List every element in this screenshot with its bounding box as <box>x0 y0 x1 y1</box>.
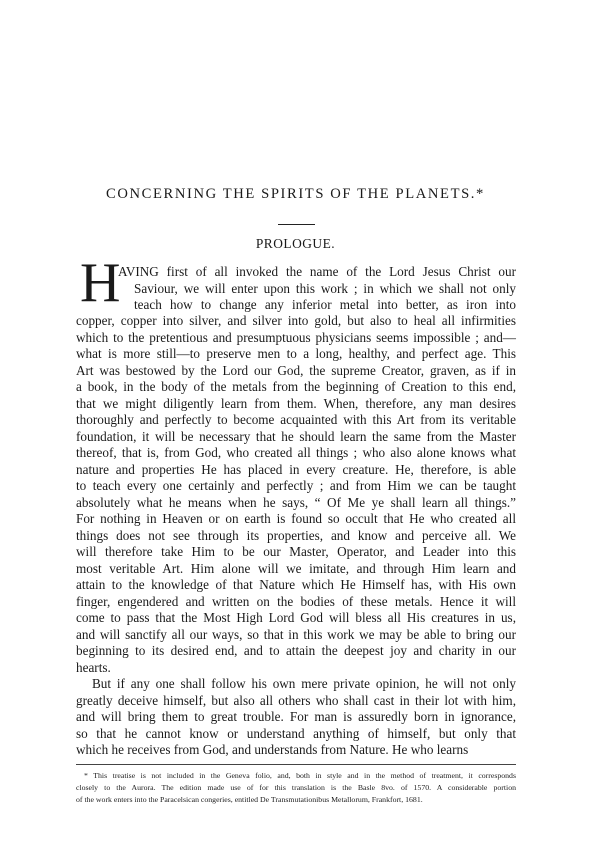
body-line: which to the pretentious and presumptuous physicians seems impossible ; and— <box>76 329 516 345</box>
body-line: and will sanctify all our ways, so that in this work we may be able to bring our <box>76 626 516 642</box>
footnote-line: closely to the Aurora. The edition made use of for this translation is the Basle 8vo. of 1570. A considerable portion <box>76 783 516 792</box>
body-line: For nothing in Heaven or on earth is found so occult that He who created all <box>76 511 516 527</box>
chapter-title: CONCERNING THE SPIRITS OF THE PLANETS.* <box>106 186 485 202</box>
body-line: which he receives from God, and understands from Nature. He who learns <box>76 742 469 757</box>
body-line: what is more still—to preserve men to a long, healthy, and perfect age. This <box>76 346 516 362</box>
body-line: foundation, it will be necessary that he should learn the same from the Master <box>76 428 516 444</box>
section-heading: PROLOGUE. <box>255 236 336 251</box>
body-line: to teach every one certainly and perfectly ; and from Him we can be taught <box>76 478 516 494</box>
body-line: finger, engendered and written on the bodies of these metals. Hence it will <box>76 593 516 609</box>
body-line: beginning to its desired end, and to attain the deepest joy and charity in our <box>76 643 516 659</box>
footnote-line: of the work enters into the Paracelsican congeries, entitled De Transmutationibus Metallorum, Frankfort, 1681. <box>76 795 423 804</box>
body-line: will therefore take Him to be our Master, Operator, and Leader into this <box>76 544 516 560</box>
body-line: most veritable Art. Him alone will we imitate, and through Him learn and <box>76 560 516 576</box>
body-line: thereof, that is, from God, who created all things ; who also alone knows what <box>76 445 516 461</box>
body-line: that we might diligently learn from them. When, therefore, any man desires <box>76 395 516 411</box>
footnote-line: * This treatise is not included in the Geneva folio, and, both in style and in the method of treatment, it corresponds <box>84 771 516 780</box>
body-line: thoroughly and perfectly to become acquainted with this Art from its veritable <box>76 412 516 428</box>
body-line: nature and properties He has placed in every creature. He, therefore, is able <box>76 461 516 477</box>
body-line: and will bring them to great trouble. For man is assuredly born in ignorance, <box>76 709 516 724</box>
body-line: absolutely what he means when he says, “ Of Me ye shall learn all things.” <box>76 494 516 510</box>
body-line: so that he cannot know or understand anything of himself, but only that <box>76 725 516 741</box>
body-line: greatly deceive himself, but also all others who shall cast in their lot with him, <box>76 692 516 708</box>
body-line: attain to the knowledge of that Nature which He Himself has, with His own <box>76 577 516 593</box>
body-line: copper, copper into silver, and silver into gold, but also to heal all infirmities <box>76 313 516 329</box>
body-line: come to pass that the Most High Lord God will bless all His creatures in us, <box>76 610 516 626</box>
body-line: Art was bestowed by the Lord our God, the supreme Creator, graven, as if in <box>76 362 516 378</box>
body-line: a book, in the body of the metals from the beginning of Creation to this end, <box>76 379 516 395</box>
body-line: But if any one shall follow his own mere private opinion, he will not only <box>92 676 516 692</box>
footnote-separator <box>76 764 516 765</box>
title-divider <box>278 224 315 225</box>
body-line: AVING first of all invoked the name of the Lord Jesus Christ our <box>118 264 516 279</box>
body-line: teach how to change any inferior metal into better, as iron into <box>134 297 516 312</box>
body-line: things does not see through its properties, and know and perceive all. We <box>76 527 516 543</box>
body-line: Saviour, we will enter upon this work ; in which we shall not only <box>134 280 516 296</box>
drop-cap: H <box>80 252 121 314</box>
body-line: hearts. <box>76 659 111 675</box>
